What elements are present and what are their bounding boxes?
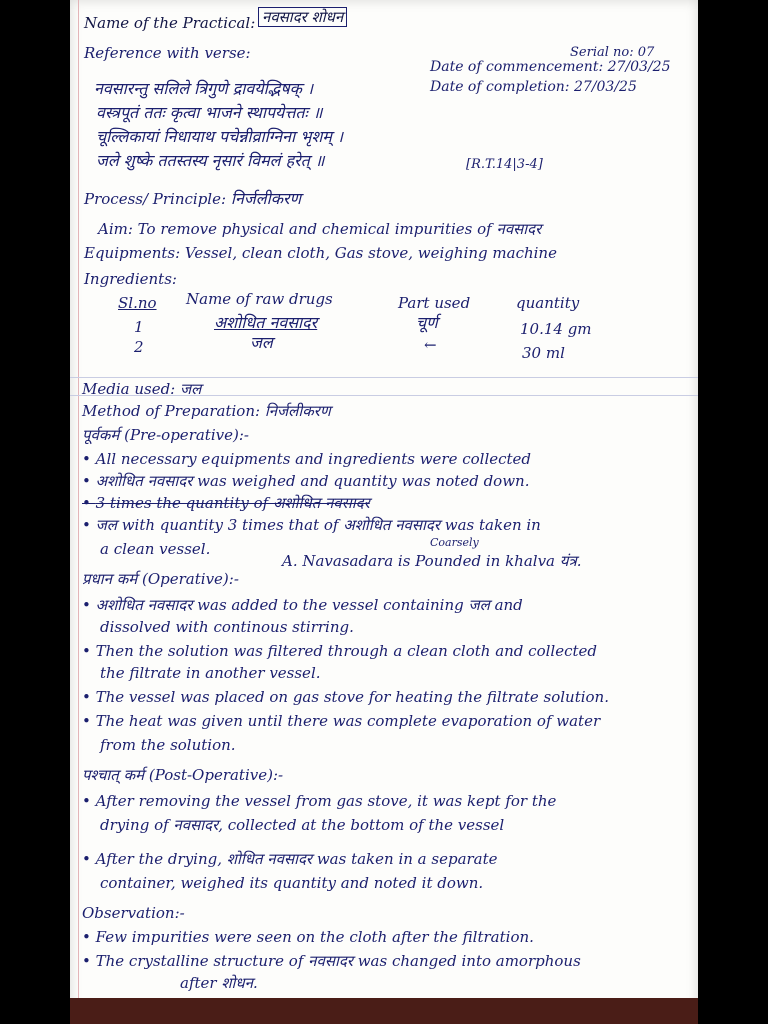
list-item: • All necessary equipments and ingredients were collected <box>82 450 532 468</box>
page-bottom-edge <box>70 998 698 1024</box>
list-item: • जल with quantity 3 times that of अशोधित नवसादर was taken in <box>82 516 541 534</box>
table-header: Part used <box>398 294 471 312</box>
list-item-continued: drying of नवसादर, collected at the bottom of the vessel <box>100 816 505 834</box>
list-item: • Then the solution was filtered through a clean cloth and collected <box>82 642 597 660</box>
list-item: • अशोधित नवसादर was weighed and quantity was noted down. <box>82 472 530 490</box>
list-item: • The heat was given until there was complete evaporation of water <box>82 712 601 730</box>
equipments-text: Equipments: Vessel, clean cloth, Gas stove, weighing machine <box>84 244 557 262</box>
table-cell: 30 ml <box>522 344 565 362</box>
list-item-continued: after शोधन. <box>180 974 258 992</box>
practical-name-label: Name of the Practical: <box>84 14 256 32</box>
reference-label: Reference with verse: <box>84 44 251 62</box>
purva-karma-heading: पूर्वकर्म (Pre-operative):- <box>82 426 249 444</box>
ingredients-label: Ingredients: <box>84 270 177 288</box>
verse-line: जले शुष्के ततस्तस्य नृसारं विमलं हरेत् ॥ <box>96 151 325 170</box>
aim-text: Aim: To remove physical and chemical impurities of नवसादर <box>98 220 542 238</box>
date-commencement: Date of commencement: 27/03/25 <box>430 59 671 75</box>
list-item: • The crystalline structure of नवसादर was changed into amorphous <box>82 952 581 970</box>
list-item: • Few impurities were seen on the cloth after the filtration. <box>82 928 534 946</box>
margin-line <box>78 0 79 1000</box>
method-text: Method of Preparation: निर्जलीकरण <box>82 402 331 420</box>
serial-number: Serial no: 07 <box>570 45 655 60</box>
list-item-continued: dissolved with continous stirring. <box>100 618 354 636</box>
verse-line: नवसारन्तु सलिले त्रिगुणे द्रावयेद्भिषक् । <box>94 79 314 98</box>
table-cell: जल <box>250 333 273 352</box>
date-completion: Date of completion: 27/03/25 <box>430 79 637 95</box>
table-header: quantity <box>516 294 580 312</box>
list-item-continued: container, weighed its quantity and noted it down. <box>100 874 484 892</box>
table-cell: 10.14 gm <box>520 320 592 338</box>
table-cell: ← <box>424 336 437 354</box>
table-cell: अशोधित नवसादर <box>214 313 318 332</box>
verse-line: वस्त्रपूतं ततः कृत्वा भाजने स्थापयेत्ततः ॥ <box>96 103 323 122</box>
table-header: Sl.no <box>118 294 157 312</box>
paschat-karma-heading: पश्चात् कर्म (Post-Operative):- <box>82 766 284 784</box>
pradhana-note: A. Navasadara is Pounded in khalva यंत्र. <box>282 552 582 570</box>
process-label: Process/ Principle: निर्जलीकरण <box>84 189 302 208</box>
table-cell: 1 <box>134 318 144 336</box>
list-item: • After the drying, शोधित नवसादर was taken in a separate <box>82 850 498 868</box>
list-item-continued: from the solution. <box>100 736 236 754</box>
verse-reference: [R.T.14|3-4] <box>466 157 543 172</box>
table-header: Name of raw drugs <box>186 290 333 308</box>
observation-heading: Observation:- <box>82 904 185 922</box>
list-item-struck: • 3 times the quantity of अशोधित नवसादर <box>82 494 370 512</box>
list-item: • The vessel was placed on gas stove for heating the filtrate solution. <box>82 688 609 706</box>
table-cell: 2 <box>134 338 144 356</box>
verse-line: चूल्लिकायां निधायाथ पचेन्नीव्राग्निना भृशम् । <box>96 127 344 146</box>
list-item-continued: a clean vessel. <box>100 540 211 558</box>
table-cell: चूर्ण <box>416 313 438 332</box>
practical-name-value: नवसादर शोधन <box>258 8 347 26</box>
list-item-continued: the filtrate in another vessel. <box>100 664 321 682</box>
pradhana-karma-heading: प्रधान कर्म (Operative):- <box>82 570 239 588</box>
media-text: Media used: जल <box>82 380 202 398</box>
ruled-line <box>70 377 698 378</box>
list-item: • अशोधित नवसादर was added to the vessel containing जल and <box>82 596 523 614</box>
list-item: • After removing the vessel from gas stove, it was kept for the <box>82 792 557 810</box>
annotation-superscript: Coarsely <box>430 536 479 549</box>
